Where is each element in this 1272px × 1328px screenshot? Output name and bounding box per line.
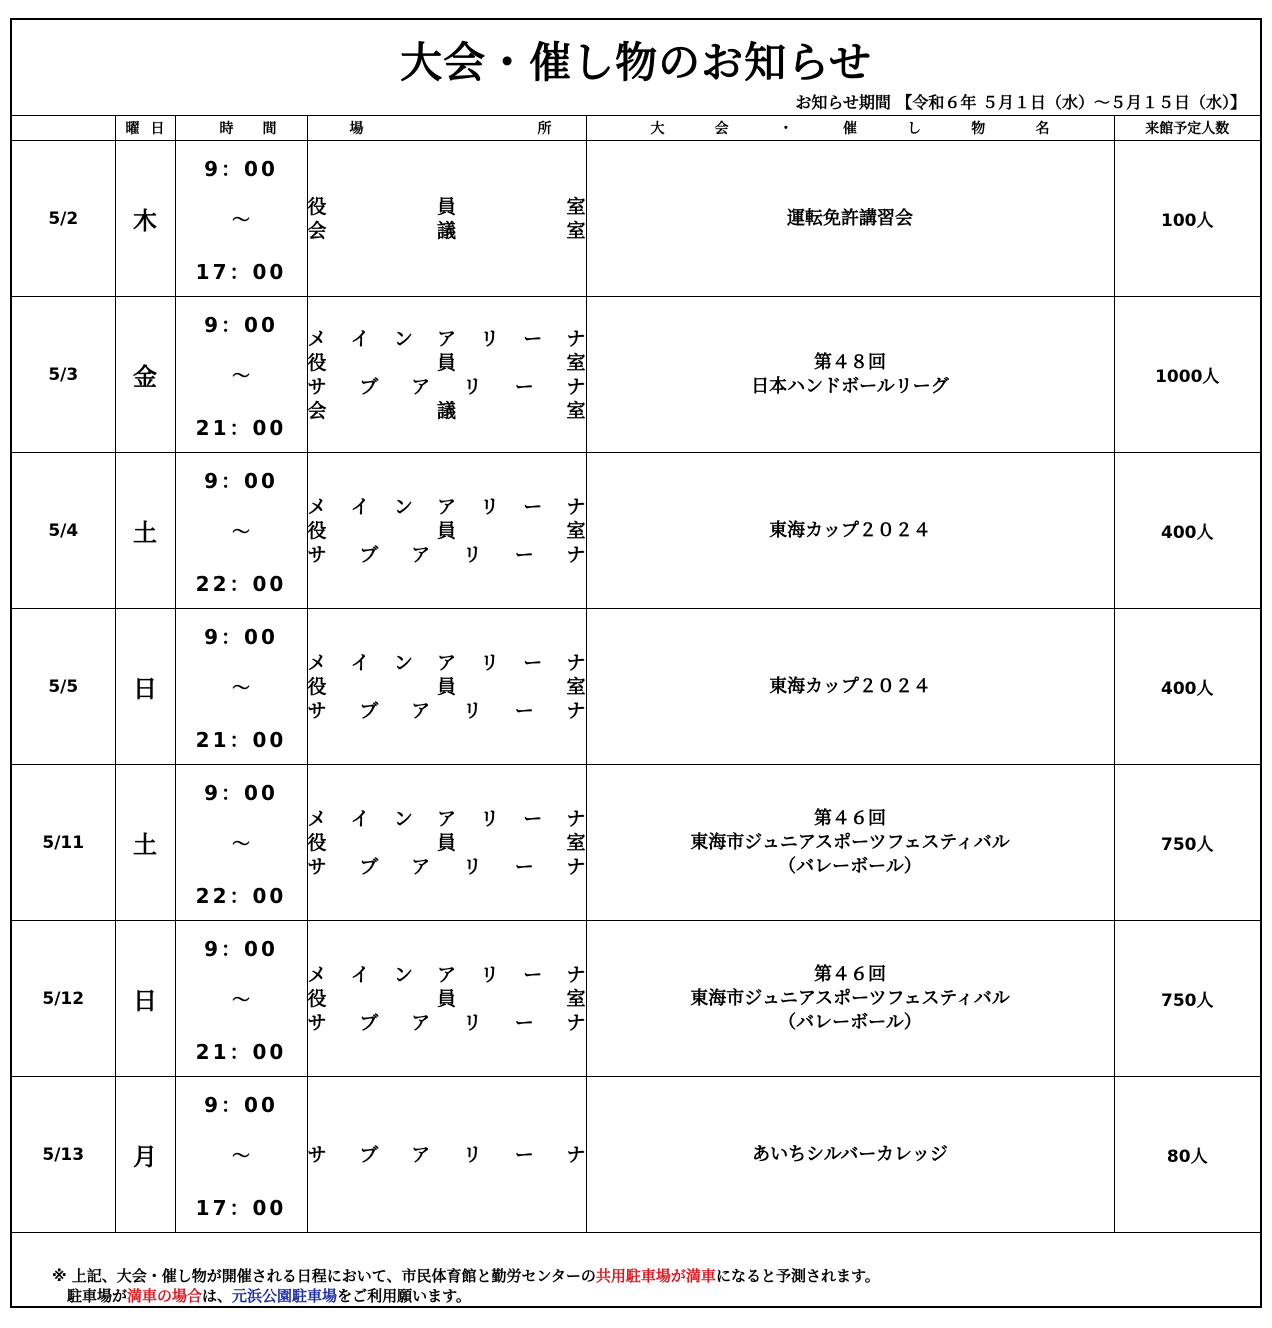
table-header-row [12,116,1260,141]
start-time: 9：00 [204,312,278,337]
event-line: 東海市ジュニアスポーツフェスティバル [690,987,1010,1009]
header-char: 日 [150,121,165,137]
venue-char: ナ [566,1011,586,1034]
venue-char: ア [436,651,456,674]
header-char: 曜 [125,121,140,137]
venue-char: ー [514,699,534,722]
venue-char: ア [411,1143,431,1166]
venue-char: 室 [566,195,586,218]
row-event [586,1077,1114,1233]
venue-char: 室 [566,987,586,1010]
venue-name [308,963,586,987]
venue-char: イ [350,807,370,830]
venue-char: 議 [436,399,456,422]
venue-char: 役 [307,675,327,698]
row-weekday: 日 [115,609,175,765]
venue-char: リ [462,1011,482,1034]
end-time: 21：00 [195,727,287,752]
time-separator: ～ [232,209,250,231]
event-line: （バレーボール） [778,855,922,877]
venue-char: ン [393,651,413,674]
venue-name [308,543,586,567]
event-line: （バレーボール） [778,1011,922,1033]
row-date: 5/12 [12,921,115,1077]
row-date: 5/11 [12,765,115,921]
start-time: 9：00 [204,468,278,493]
venue-char: ア [411,375,431,398]
venue-char: ー [523,963,543,986]
venue-char: リ [480,651,500,674]
time-range [176,309,307,441]
event-line: 第４６回 [814,963,886,985]
header-char: 場 [349,121,364,137]
row-weekday: 日 [115,921,175,1077]
time-separator: ～ [232,833,250,855]
venue-name [308,519,586,543]
venue-char: サ [307,543,327,566]
venue-char: リ [462,1143,482,1166]
venue-char: 室 [566,831,586,854]
venue-char: ア [436,807,456,830]
start-time: 9：00 [204,936,278,961]
time-separator: ～ [232,677,250,699]
venue-char: ナ [566,543,586,566]
row-weekday: 金 [115,297,175,453]
table-row [12,609,1260,765]
start-time: 9：00 [204,156,278,181]
venue-char: ナ [566,855,586,878]
header-char: 大 [650,121,665,137]
time-separator: ～ [232,1145,250,1167]
venue-name [308,1143,586,1167]
venue-char: ー [514,543,534,566]
table-row [12,453,1260,609]
parking-note-line-2 [52,1286,880,1306]
row-expected-visitors: 400人 [1114,609,1260,765]
venue-char: リ [480,963,500,986]
start-time: 9：00 [204,1092,278,1117]
row-date: 5/3 [12,297,115,453]
venue-char: ナ [566,375,586,398]
header-char: ・ [778,121,793,137]
venue-char: 会 [307,219,327,242]
venue-char: 室 [566,399,586,422]
table-row [12,1077,1260,1233]
header-char: 間 [262,121,277,137]
time-range [176,933,307,1065]
venue-char: ア [411,1011,431,1034]
time-range [176,153,307,285]
row-venues [307,921,586,1077]
header-date [12,116,115,141]
venue-char: イ [350,327,370,350]
note-segment: になると予測されます。 [715,1267,880,1285]
row-expected-visitors: 750人 [1114,765,1260,921]
venue-char: メ [307,807,327,830]
row-date: 5/13 [12,1077,115,1233]
venue-char: 員 [436,831,456,854]
row-weekday: 木 [115,141,175,297]
row-venues [307,297,586,453]
event-line: 東海カップ２０２４ [769,519,931,541]
row-date: 5/2 [12,141,115,297]
venue-name [308,651,586,675]
end-time: 22：00 [195,883,287,908]
venue-char: ア [411,543,431,566]
venue-char: ア [411,855,431,878]
schedule-table [12,115,1260,1233]
venue-char: サ [307,855,327,878]
venue-char: 室 [566,675,586,698]
row-venues [307,765,586,921]
venue-name [308,987,586,1011]
venue-char: ナ [566,1143,586,1166]
row-time [175,765,307,921]
note-segment: 満車の場合 [127,1287,203,1305]
venue-char: ン [393,807,413,830]
row-weekday: 土 [115,765,175,921]
venue-name [308,495,586,519]
venue-char: 室 [566,219,586,242]
venue-name [308,699,586,723]
venue-char: ナ [566,651,586,674]
end-time: 22：00 [195,571,287,596]
venue-char: 役 [307,831,327,854]
header-char: し [907,121,922,137]
event-line: あいちシルバーカレッジ [752,1143,948,1165]
notice-frame [10,18,1262,1308]
venue-char: 議 [436,219,456,242]
venue-char: 役 [307,195,327,218]
venue-char: イ [350,651,370,674]
table-row [12,297,1260,453]
row-venues [307,141,586,297]
venue-char: 員 [436,987,456,1010]
row-date: 5/5 [12,609,115,765]
row-expected-visitors: 1000人 [1114,297,1260,453]
venue-char: ー [514,855,534,878]
time-range [176,777,307,909]
venue-char: サ [307,699,327,722]
header-time [175,116,307,141]
venue-char: ア [436,495,456,518]
venue-char: イ [350,963,370,986]
venue-char: リ [462,855,482,878]
venue-char: ー [523,807,543,830]
venue-char: 員 [436,351,456,374]
time-range [176,1089,307,1221]
time-separator: ～ [232,521,250,543]
start-time: 9：00 [204,624,278,649]
venue-char: ー [523,495,543,518]
venue-char: ブ [359,375,379,398]
venue-name [308,807,586,831]
event-line: 運転免許講習会 [787,207,913,229]
row-event [586,453,1114,609]
time-separator: ～ [232,365,250,387]
venue-char: 室 [566,519,586,542]
page-title: 大会・催し物のお知らせ [400,38,872,87]
end-time: 21：00 [195,415,287,440]
venue-char: ア [411,699,431,722]
row-weekday: 月 [115,1077,175,1233]
note-segment: をご利用願います。 [337,1287,471,1305]
parking-note-line-1 [52,1266,880,1286]
venue-char: リ [462,375,482,398]
venue-char: サ [307,1011,327,1034]
row-event [586,921,1114,1077]
venue-char: ン [393,963,413,986]
venue-char: イ [350,495,370,518]
venue-name [308,831,586,855]
venue-char: ブ [359,543,379,566]
venue-name [308,675,586,699]
venue-char: ン [393,327,413,350]
venue-char: ン [393,495,413,518]
venue-char: リ [480,495,500,518]
venue-char: ブ [359,699,379,722]
event-line: 東海市ジュニアスポーツフェスティバル [690,831,1010,853]
header-weekday [115,116,175,141]
row-time [175,1077,307,1233]
venue-char: 員 [436,519,456,542]
row-date: 5/4 [12,453,115,609]
row-expected-visitors: 400人 [1114,453,1260,609]
row-time [175,609,307,765]
table-row [12,141,1260,297]
header-char: 物 [971,121,986,137]
event-line: 第４６回 [814,807,886,829]
end-time: 21：00 [195,1039,287,1064]
venue-char: メ [307,495,327,518]
venue-name [308,351,586,375]
row-expected-visitors: 100人 [1114,141,1260,297]
header-char: 催 [842,121,857,137]
venue-char: ブ [359,1011,379,1034]
header-count: 来館予定人数 [1114,116,1260,141]
header-venue [307,116,586,141]
row-time [175,297,307,453]
venue-name [308,375,586,399]
venue-name [308,855,586,879]
row-venues [307,453,586,609]
row-event [586,297,1114,453]
venue-name [308,195,586,219]
end-time: 17：00 [195,259,287,284]
venue-char: 室 [566,351,586,374]
row-weekday: 土 [115,453,175,609]
venue-char: 役 [307,519,327,542]
venue-char: ナ [566,699,586,722]
venue-char: リ [462,699,482,722]
row-expected-visitors: 80人 [1114,1077,1260,1233]
note-segment: ※ 上記、大会・催し物が開催される日程において、市民体育館と勤労センターの [52,1267,596,1285]
row-event [586,765,1114,921]
end-time: 17：00 [195,1195,287,1220]
note-segment: 元浜公園駐車場 [232,1287,338,1305]
venue-char: ア [436,327,456,350]
venue-char: 員 [436,195,456,218]
venue-char: リ [462,543,482,566]
venue-char: サ [307,1143,327,1166]
venue-char: ナ [566,327,586,350]
venue-char: ー [514,1011,534,1034]
venue-char: ナ [566,963,586,986]
parking-note [52,1266,880,1306]
header-char: 名 [1035,121,1050,137]
venue-char: ブ [359,855,379,878]
row-time [175,453,307,609]
table-row [12,921,1260,1077]
row-time [175,141,307,297]
event-line: 第４８回 [814,351,886,373]
header-char: 会 [714,121,729,137]
time-separator: ～ [232,989,250,1011]
venue-name [308,1011,586,1035]
row-event [586,141,1114,297]
venue-char: 役 [307,987,327,1010]
row-event [586,609,1114,765]
venue-char: 員 [436,675,456,698]
venue-char: ナ [566,495,586,518]
event-line: 日本ハンドボールリーグ [751,375,949,397]
note-segment: 共用駐車場が満車 [595,1267,716,1285]
venue-char: 役 [307,351,327,374]
venue-name [308,327,586,351]
row-venues [307,609,586,765]
venue-char: メ [307,963,327,986]
note-segment: は、 [202,1287,233,1305]
venue-char: メ [307,651,327,674]
venue-char: ア [436,963,456,986]
table-row [12,765,1260,921]
venue-name [308,399,586,423]
notice-period: お知らせ期間 【令和６年 ５月１日（水）～５月１５日（水）】 [795,93,1246,112]
row-time [175,921,307,1077]
venue-char: ー [514,375,534,398]
venue-char: ー [523,651,543,674]
venue-char: ナ [566,807,586,830]
event-line: 東海カップ２０２４ [769,675,931,697]
row-expected-visitors: 750人 [1114,921,1260,1077]
header-char: 所 [537,121,552,137]
time-range [176,465,307,597]
venue-char: サ [307,375,327,398]
venue-char: リ [480,807,500,830]
start-time: 9：00 [204,780,278,805]
time-range [176,621,307,753]
venue-char: ー [514,1143,534,1166]
row-venues [307,1077,586,1233]
header-char: 時 [219,121,234,137]
venue-char: ブ [359,1143,379,1166]
note-segment: 駐車場が [52,1287,128,1305]
venue-char: メ [307,327,327,350]
venue-char: ー [523,327,543,350]
venue-char: 会 [307,399,327,422]
header-event [586,116,1114,141]
venue-name [308,219,586,243]
venue-char: リ [480,327,500,350]
